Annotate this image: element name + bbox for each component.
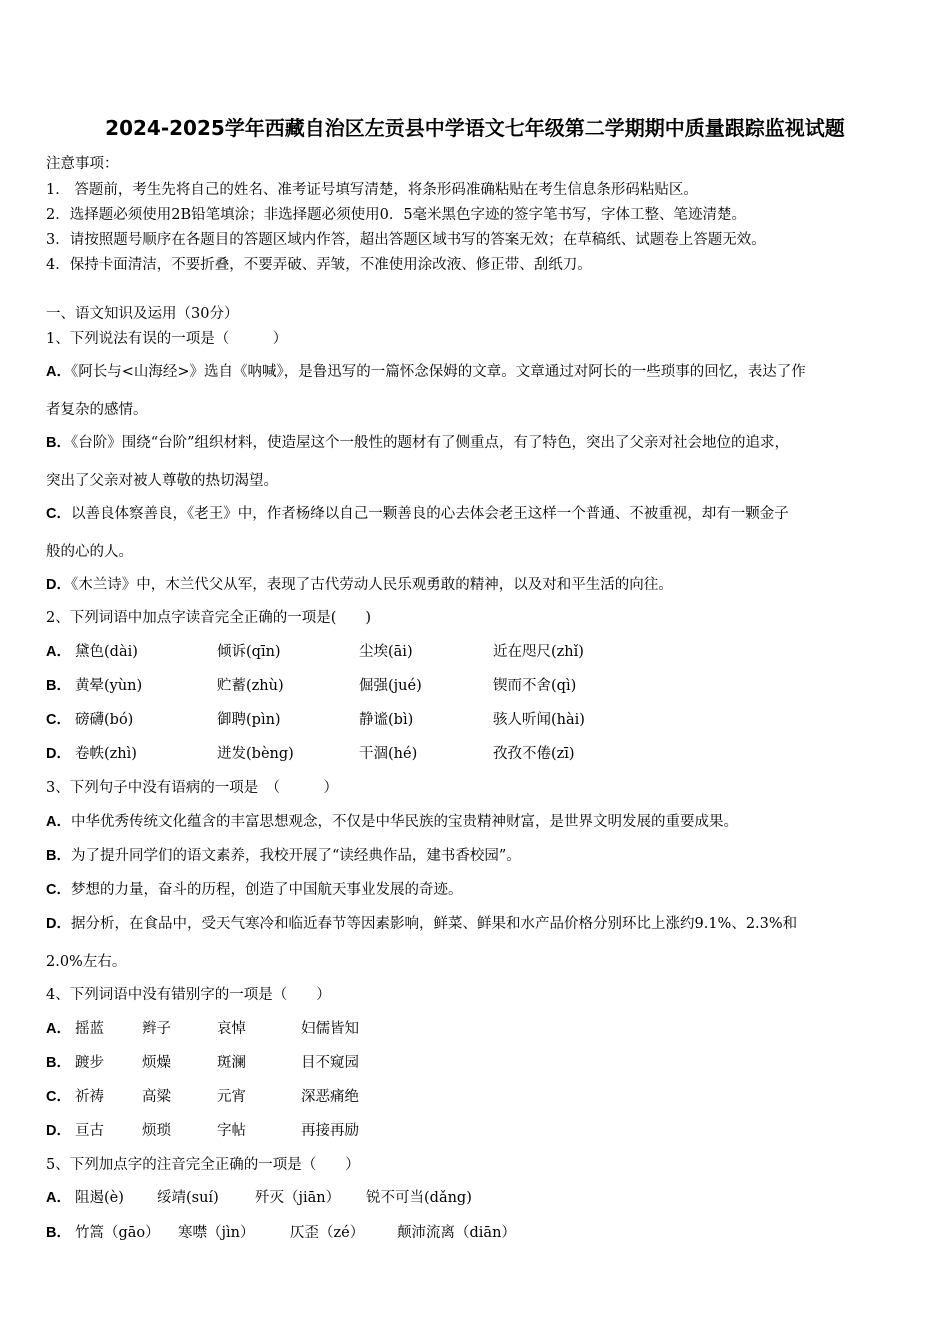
option-label: A． (46, 1021, 71, 1037)
option-word: 骇人听闻(hài) (493, 712, 585, 728)
option-label: D． (46, 1123, 71, 1139)
option-word: 绥靖(suí) (157, 1190, 219, 1206)
option-word: 颠沛流离（diān） (397, 1225, 516, 1241)
q3-option-d (46, 912, 797, 933)
q3-stem: 3、下列句子中没有语病的一项是 （ ） (46, 780, 338, 796)
option-word: 尘埃(āi) (359, 644, 413, 660)
option-word: 辫子 (142, 1021, 171, 1037)
option-text: 据分析，在食品中，受天气寒冷和临近春节等因素影响，鲜菜、鲜果和水产品价格分别环比上涨约9.1%、2.3%和 (70, 916, 798, 932)
option-word: 祈祷 (75, 1089, 104, 1105)
notice-item-2: 2．选择题必须使用2B铅笔填涂；非选择题必须使用0．5毫米黑色字迹的签字笔书写，字体工整、笔迹清楚。 (46, 207, 747, 223)
option-word: 迸发(bèng) (217, 746, 294, 762)
option-word: 竹篙（gāo） (75, 1225, 160, 1241)
q3-option-b (46, 844, 521, 865)
q1-option-b-cont: 突出了父亲对被人尊敬的热切渴望。 (46, 473, 278, 489)
section-heading: 一、语文知识及运用（30分） (46, 306, 239, 322)
option-label: D． (46, 577, 71, 593)
option-word: 磅礴(bó) (75, 712, 134, 728)
q3-option-a (46, 810, 738, 831)
option-text: 《木兰诗》中，木兰代父从军，表现了古代劳动人民乐观勇敢的精神，以及对和平生活的向往。 (70, 577, 673, 593)
option-label: C． (46, 1089, 71, 1105)
option-label: C． (46, 882, 71, 898)
option-label: B． (46, 678, 71, 694)
option-label: B． (46, 435, 71, 451)
option-word: 阻遏(è) (75, 1190, 124, 1206)
q2-stem: 2、下列词语中加点字读音完全正确的一项是( ) (46, 610, 372, 626)
option-word: 寒噤（jìn） (178, 1225, 255, 1241)
option-word: 近在咫尺(zhǐ) (493, 644, 584, 660)
page-title: 2024-2025学年西藏自治区左贡县中学语文七年级第二学期期中质量跟踪监视试题 (105, 116, 845, 140)
option-word: 目不窥园 (301, 1055, 359, 1071)
option-label: D． (46, 746, 71, 762)
q1-option-a (46, 360, 806, 381)
option-word: 斑澜 (217, 1055, 246, 1071)
q1-option-b (46, 431, 789, 452)
option-word: 踱步 (75, 1055, 104, 1071)
option-word: 倔强(jué) (359, 678, 422, 694)
q1-option-c-cont: 般的心的人。 (46, 544, 133, 560)
option-word: 妇儒皆知 (301, 1021, 359, 1037)
notice-heading: 注意事项： (46, 156, 119, 172)
option-word: 歼灭（jiān） (255, 1190, 341, 1206)
option-label: A． (46, 644, 71, 660)
option-word: 干涸(hé) (359, 746, 418, 762)
option-text: 《阿长与<山海经>》选自《呐喊》，是鲁迅写的一篇怀念保姆的文章。文章通过对阿长的一些琐事的回忆，表达了作 (70, 364, 806, 380)
option-word: 御聘(pìn) (217, 712, 281, 728)
option-word: 孜孜不倦(zī) (493, 746, 575, 762)
q3-option-c (46, 878, 462, 899)
q1-option-a-cont: 者复杂的感情。 (46, 402, 148, 418)
option-text: 为了提升同学们的语文素养，我校开展了“读经典作品，建书香校园”。 (70, 848, 521, 864)
q3-option-d-cont: 2.0%左右。 (46, 954, 127, 970)
option-word: 锐不可当(dǎng) (366, 1190, 472, 1206)
option-word: 高粱 (142, 1089, 171, 1105)
option-word: 摇蓝 (75, 1021, 104, 1037)
option-word: 深恶痛绝 (301, 1089, 359, 1105)
option-label: B． (46, 1055, 71, 1071)
notice-item-3: 3．请按照题号顺序在各题目的答题区域内作答，超出答题区域书写的答案无效；在草稿纸、试题卷上答题无效。 (46, 232, 766, 248)
option-word: 黛色(dài) (75, 644, 138, 660)
option-label: C． (46, 506, 71, 522)
option-word: 仄歪（zé） (290, 1225, 365, 1241)
q1-option-c (46, 502, 789, 523)
option-word: 贮蓄(zhù) (217, 678, 284, 694)
q1-option-d (46, 573, 673, 594)
option-word: 黄晕(yùn) (75, 678, 143, 694)
option-word: 字帖 (217, 1123, 246, 1139)
option-label: B． (46, 848, 71, 864)
option-word: 静谧(bì) (359, 712, 414, 728)
option-label: D． (46, 916, 71, 932)
q1-stem: 1、下列说法有误的一项是（ ） (46, 331, 288, 347)
q4-stem: 4、下列词语中没有错别字的一项是（ ） (46, 987, 331, 1003)
option-word: 卷帙(zhì) (75, 746, 137, 762)
option-word: 烦燥 (142, 1055, 171, 1071)
option-label: A． (46, 814, 71, 830)
option-word: 烦琐 (142, 1123, 171, 1139)
option-label: C． (46, 712, 71, 728)
option-text: 中华优秀传统文化蕴含的丰富思想观念，不仅是中华民族的宝贵精神财富，是世界文明发展的重要成果。 (70, 814, 738, 830)
notice-item-4: 4．保持卡面清洁，不要折叠，不要弄破、弄皱，不准使用涂改液、修正带、刮纸刀。 (46, 257, 592, 273)
option-word: 哀悼 (217, 1021, 246, 1037)
option-text: 《台阶》围绕“台阶”组织材料，使造屋这个一般性的题材有了侧重点，有了特色，突出了父亲对社会地位的追求， (70, 435, 790, 451)
option-word: 亘古 (75, 1123, 104, 1139)
option-text: 梦想的力量，奋斗的历程，创造了中国航天事业发展的奇迹。 (70, 882, 463, 898)
option-word: 锲而不舍(qì) (493, 678, 577, 694)
option-label: B． (46, 1225, 71, 1241)
option-label: A． (46, 364, 71, 380)
option-word: 再接再励 (301, 1123, 359, 1139)
q5-stem: 5、下列加点字的注音完全正确的一项是（ ） (46, 1157, 360, 1173)
option-text: 以善良体察善良，《老王》中，作者杨绛以自己一颗善良的心去体会老王这样一个普通、不被重视，却有一颗金子 (70, 506, 789, 522)
option-label: A． (46, 1190, 71, 1206)
option-word: 倾诉(qīn) (217, 644, 281, 660)
notice-item-1: 1． 答题前，考生先将自己的姓名、准考证号填写清楚，将条形码准确粘贴在考生信息条形码粘贴区。 (46, 182, 698, 198)
option-word: 元宵 (217, 1089, 246, 1105)
